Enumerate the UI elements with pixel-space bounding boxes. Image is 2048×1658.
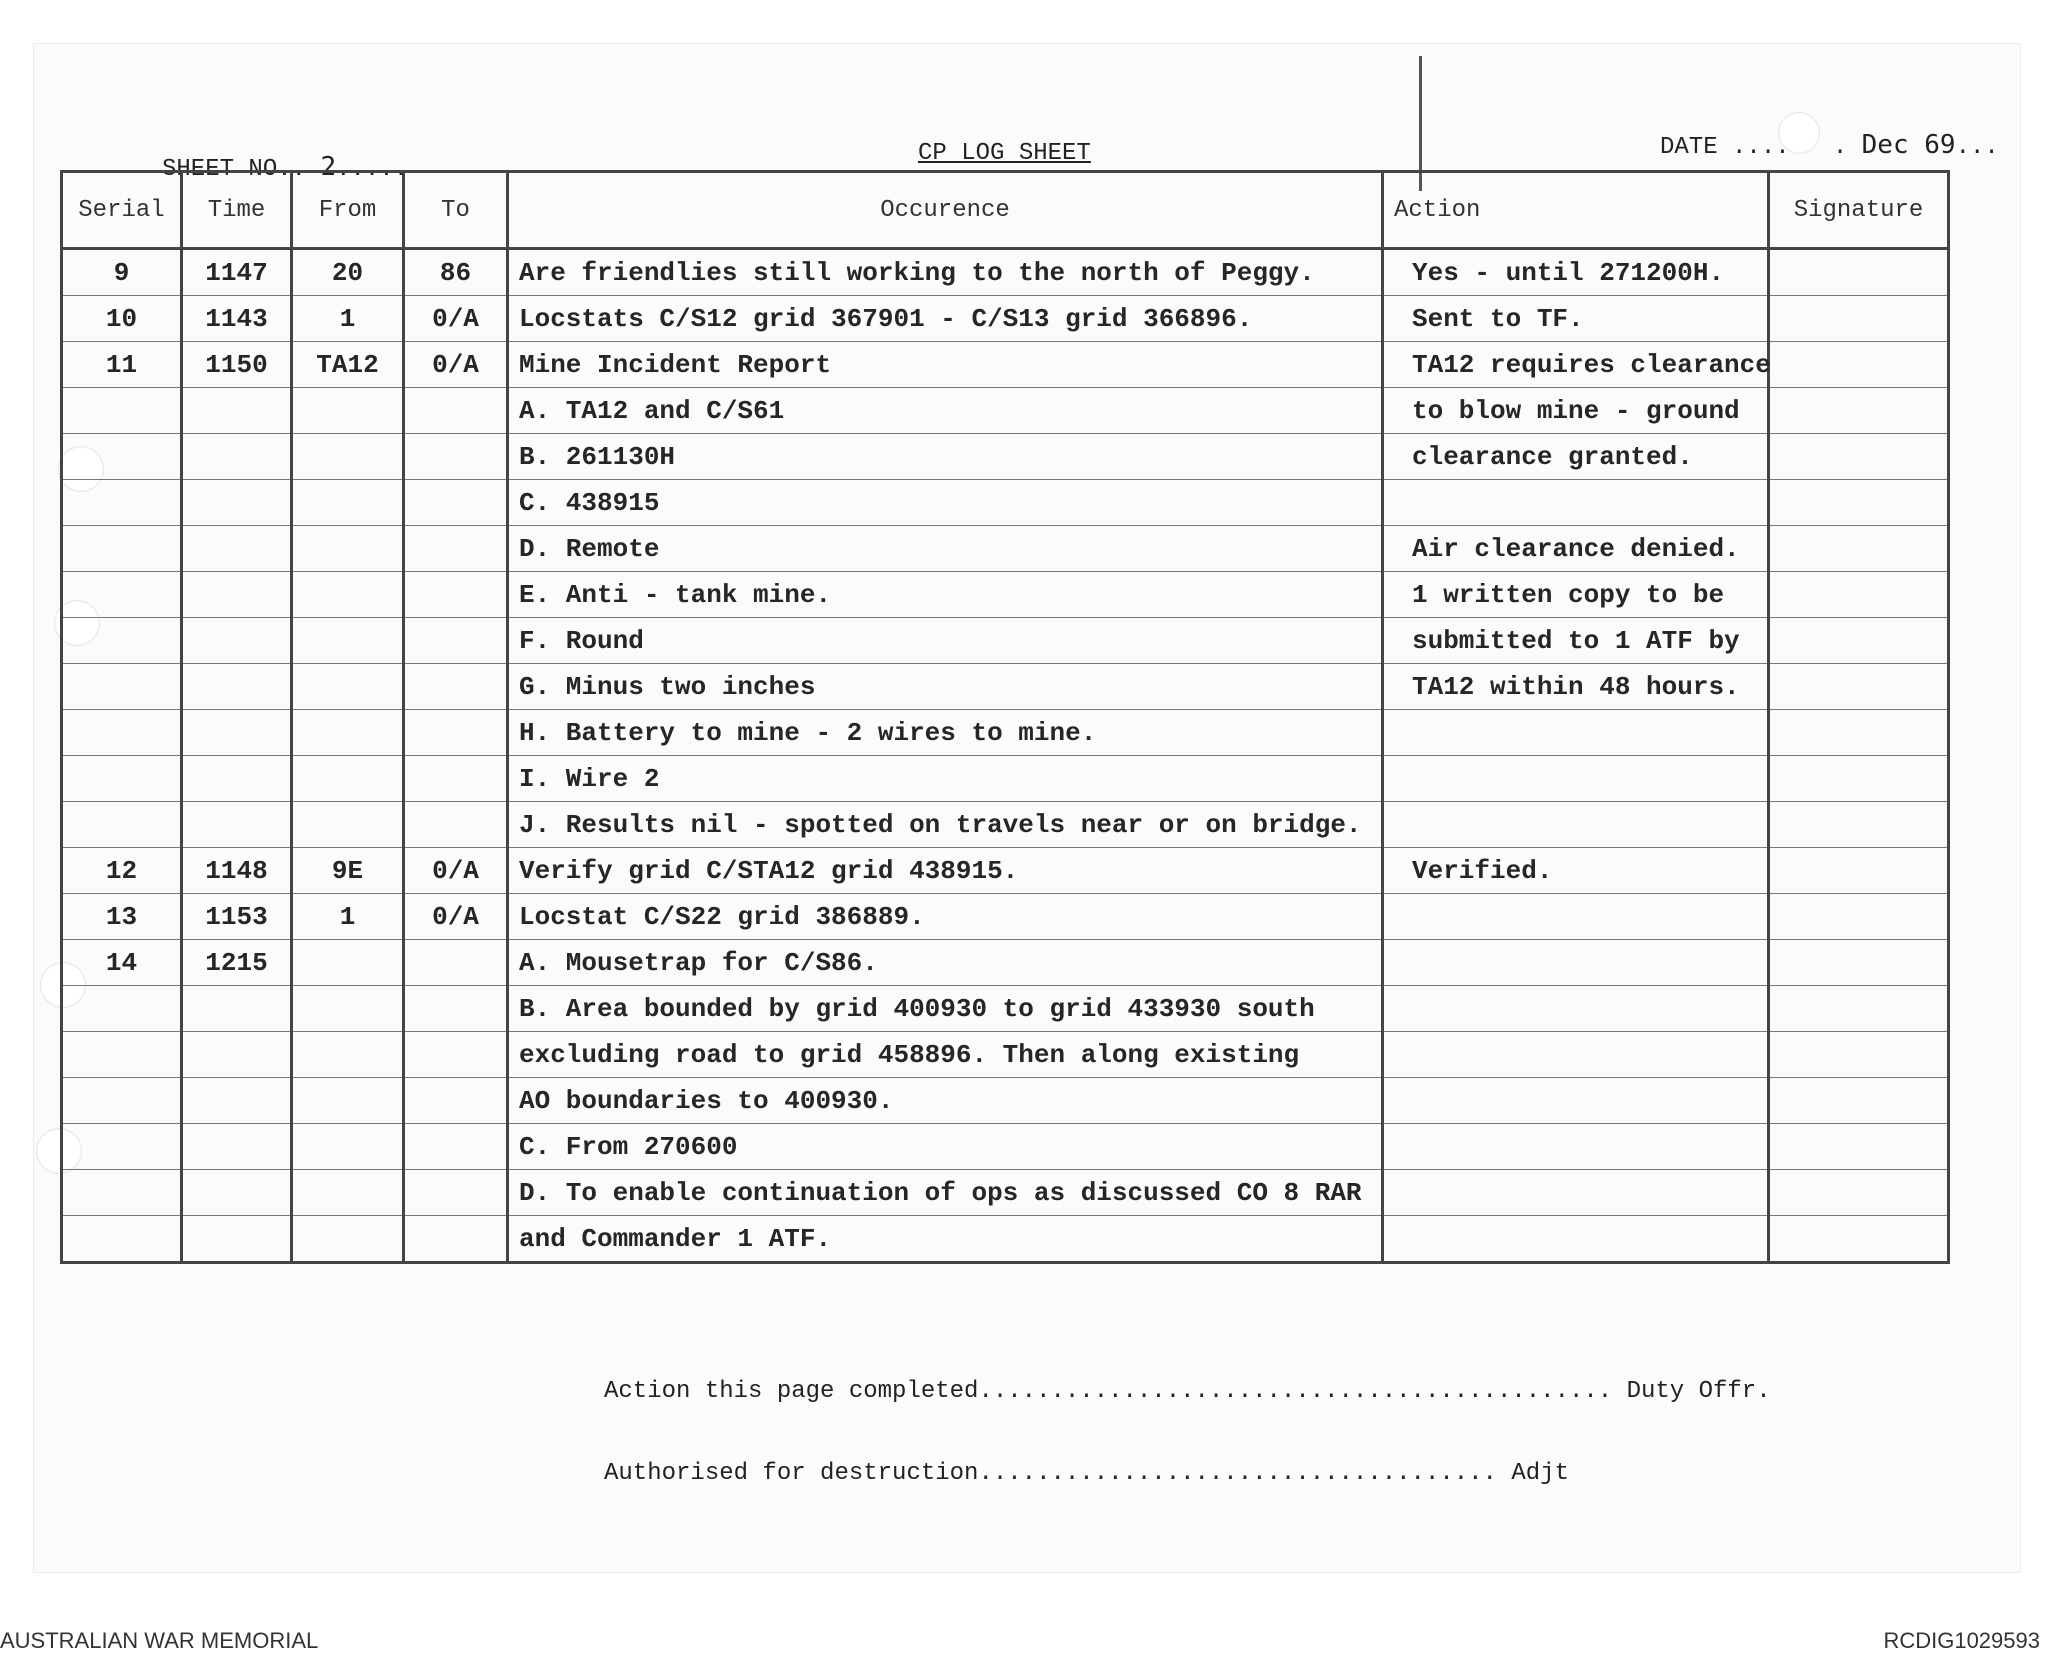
cell-serial [62, 572, 182, 618]
col-header-action: Action [1383, 172, 1769, 249]
cell-from [292, 1170, 404, 1216]
date-value: Dec 69 [1861, 130, 1956, 160]
cell-serial [62, 618, 182, 664]
table-row [62, 710, 1949, 756]
cell-action [1383, 894, 1769, 940]
cell-from: 9E [292, 848, 404, 894]
cell-from [292, 526, 404, 572]
cell-action [1383, 756, 1769, 802]
cell-from: 1 [292, 296, 404, 342]
cell-to: 0/A [404, 894, 508, 940]
cell-occurrence: D. Remote [508, 526, 1383, 572]
table-row [62, 894, 1949, 940]
table-row [62, 986, 1949, 1032]
cell-serial [62, 526, 182, 572]
sheet-number: SHEET NO.. 2..... [162, 152, 409, 183]
cell-occurrence: Locstats C/S12 grid 367901 - C/S13 grid 366896. [508, 296, 1383, 342]
cell-time [182, 618, 292, 664]
cell-action: Air clearance denied. [1383, 526, 1769, 572]
cell-signature [1769, 296, 1949, 342]
cell-occurrence: H. Battery to mine - 2 wires to mine. [508, 710, 1383, 756]
sheet-number-value: 2 [320, 152, 337, 182]
cell-occurrence: Locstat C/S22 grid 386889. [508, 894, 1383, 940]
completed-label: Action this page completed [604, 1378, 979, 1405]
cell-action [1383, 802, 1769, 848]
cell-from [292, 756, 404, 802]
cell-to [404, 1078, 508, 1124]
cell-signature [1769, 710, 1949, 756]
cell-to [404, 480, 508, 526]
cell-action: Yes - until 271200H. [1383, 249, 1769, 296]
cell-occurrence: excluding road to grid 458896. Then along existing [508, 1032, 1383, 1078]
cell-to [404, 572, 508, 618]
col-header-signature: Signature [1769, 172, 1949, 249]
cell-signature [1769, 434, 1949, 480]
destruction-line: Authorised for destruction.................................... Adjt [604, 1460, 1569, 1487]
cell-from [292, 480, 404, 526]
cell-to [404, 618, 508, 664]
table-row [62, 1216, 1949, 1263]
cell-occurrence: A. Mousetrap for C/S86. [508, 940, 1383, 986]
cell-signature [1769, 1032, 1949, 1078]
cell-serial [62, 1078, 182, 1124]
cell-occurrence: G. Minus two inches [508, 664, 1383, 710]
table-header-row [62, 172, 1949, 249]
cell-time [182, 802, 292, 848]
cell-to [404, 664, 508, 710]
table-row [62, 296, 1949, 342]
cell-time [182, 1124, 292, 1170]
log-table-body [62, 249, 1949, 1263]
cell-occurrence: AO boundaries to 400930. [508, 1078, 1383, 1124]
cell-serial [62, 1216, 182, 1263]
cell-from [292, 572, 404, 618]
cell-to: 0/A [404, 848, 508, 894]
cell-serial [62, 986, 182, 1032]
cell-serial [62, 1124, 182, 1170]
table-row [62, 434, 1949, 480]
cell-to [404, 1124, 508, 1170]
cell-signature [1769, 342, 1949, 388]
cell-occurrence: Mine Incident Report [508, 342, 1383, 388]
cell-serial [62, 388, 182, 434]
cell-signature [1769, 1170, 1949, 1216]
cell-action [1383, 986, 1769, 1032]
cell-from [292, 940, 404, 986]
table-row [62, 572, 1949, 618]
table-row [62, 342, 1949, 388]
cell-occurrence: C. 438915 [508, 480, 1383, 526]
cell-to: 86 [404, 249, 508, 296]
table-row [62, 526, 1949, 572]
cell-action [1383, 1216, 1769, 1263]
cell-time [182, 986, 292, 1032]
cell-serial [62, 434, 182, 480]
cell-to [404, 710, 508, 756]
cell-serial: 14 [62, 940, 182, 986]
cell-time [182, 526, 292, 572]
cell-to [404, 802, 508, 848]
footer-right: RCDIG1029593 [1883, 1628, 2040, 1653]
cell-occurrence: C. From 270600 [508, 1124, 1383, 1170]
cell-action: TA12 within 48 hours. [1383, 664, 1769, 710]
destruction-label: Authorised for destruction [604, 1460, 979, 1487]
cell-action: TA12 requires clearance [1383, 342, 1769, 388]
cell-time [182, 480, 292, 526]
cell-to [404, 388, 508, 434]
cell-signature [1769, 940, 1949, 986]
cell-from [292, 1216, 404, 1263]
cell-from [292, 388, 404, 434]
cell-action: 1 written copy to be [1383, 572, 1769, 618]
cell-serial: 12 [62, 848, 182, 894]
cell-to: 0/A [404, 342, 508, 388]
cell-serial [62, 710, 182, 756]
cell-time [182, 1216, 292, 1263]
col-header-occurrence: Occurence [508, 172, 1383, 249]
cell-signature [1769, 848, 1949, 894]
cell-time [182, 1170, 292, 1216]
cell-signature [1769, 618, 1949, 664]
table-row [62, 756, 1949, 802]
cell-to: 0/A [404, 296, 508, 342]
cell-serial: 10 [62, 296, 182, 342]
table-row [62, 1124, 1949, 1170]
cell-from [292, 986, 404, 1032]
cell-serial [62, 802, 182, 848]
cell-serial [62, 664, 182, 710]
cell-time [182, 756, 292, 802]
cell-signature [1769, 986, 1949, 1032]
cell-serial: 13 [62, 894, 182, 940]
destruction-role: Adjt [1511, 1460, 1569, 1487]
cell-from: 1 [292, 894, 404, 940]
cell-to [404, 526, 508, 572]
sheet-number-label: SHEET NO [162, 156, 278, 183]
cell-action [1383, 710, 1769, 756]
table-row [62, 940, 1949, 986]
cell-serial [62, 480, 182, 526]
table-row [62, 388, 1949, 434]
cell-time [182, 1078, 292, 1124]
footer-left: AUSTRALIAN WAR MEMORIAL [0, 1628, 319, 1653]
cell-from [292, 802, 404, 848]
cell-signature [1769, 249, 1949, 296]
cell-signature [1769, 894, 1949, 940]
cell-signature [1769, 802, 1949, 848]
completed-role: Duty Offr. [1626, 1378, 1771, 1405]
cell-serial [62, 1170, 182, 1216]
cell-signature [1769, 572, 1949, 618]
cell-action [1383, 940, 1769, 986]
cell-time [182, 434, 292, 480]
cell-from: 20 [292, 249, 404, 296]
col-header-serial: Serial [62, 172, 182, 249]
cell-action: submitted to 1 ATF by [1383, 618, 1769, 664]
cell-signature [1769, 1078, 1949, 1124]
table-row [62, 480, 1949, 526]
cell-serial [62, 756, 182, 802]
cell-signature [1769, 388, 1949, 434]
cell-signature [1769, 664, 1949, 710]
cell-serial: 9 [62, 249, 182, 296]
col-header-time: Time [182, 172, 292, 249]
cell-from [292, 710, 404, 756]
cell-from [292, 434, 404, 480]
cell-occurrence: B. 261130H [508, 434, 1383, 480]
cell-time: 1143 [182, 296, 292, 342]
cell-signature [1769, 756, 1949, 802]
table-row [62, 848, 1949, 894]
cell-time: 1153 [182, 894, 292, 940]
cell-to [404, 1216, 508, 1263]
cell-time: 1150 [182, 342, 292, 388]
cell-signature [1769, 1124, 1949, 1170]
cell-occurrence: A. TA12 and C/S61 [508, 388, 1383, 434]
cell-to [404, 1170, 508, 1216]
cell-serial [62, 1032, 182, 1078]
log-table [60, 170, 1950, 1264]
date-field: DATE .... . Dec 69... [1660, 130, 1999, 161]
col-header-to: To [404, 172, 508, 249]
cell-from [292, 1078, 404, 1124]
cell-occurrence: Verify grid C/STA12 grid 438915. [508, 848, 1383, 894]
cell-occurrence: I. Wire 2 [508, 756, 1383, 802]
cell-occurrence: F. Round [508, 618, 1383, 664]
cell-to [404, 756, 508, 802]
cell-serial: 11 [62, 342, 182, 388]
cell-action: Sent to TF. [1383, 296, 1769, 342]
table-row [62, 664, 1949, 710]
cell-time [182, 572, 292, 618]
cell-occurrence: and Commander 1 ATF. [508, 1216, 1383, 1263]
cell-time: 1215 [182, 940, 292, 986]
cell-time [182, 1032, 292, 1078]
cell-occurrence: D. To enable continuation of ops as discussed CO 8 RAR [508, 1170, 1383, 1216]
cell-to [404, 940, 508, 986]
cell-occurrence: B. Area bounded by grid 400930 to grid 433930 south [508, 986, 1383, 1032]
cell-action [1383, 480, 1769, 526]
cell-action [1383, 1032, 1769, 1078]
table-row [62, 1032, 1949, 1078]
cell-occurrence: E. Anti - tank mine. [508, 572, 1383, 618]
cell-to [404, 986, 508, 1032]
cell-signature [1769, 1216, 1949, 1263]
cell-signature [1769, 480, 1949, 526]
cell-time [182, 664, 292, 710]
cell-from: TA12 [292, 342, 404, 388]
completed-line: Action this page completed............................................ Duty Offr. [604, 1378, 1771, 1405]
cell-to [404, 434, 508, 480]
cell-action: clearance granted. [1383, 434, 1769, 480]
cell-from [292, 664, 404, 710]
date-label: DATE [1660, 134, 1718, 161]
cell-to [404, 1032, 508, 1078]
cell-action: Verified. [1383, 848, 1769, 894]
table-row [62, 618, 1949, 664]
cell-from [292, 1032, 404, 1078]
cell-signature [1769, 526, 1949, 572]
page-title: CP LOG SHEET [918, 140, 1091, 167]
table-row [62, 1078, 1949, 1124]
cell-time: 1147 [182, 249, 292, 296]
cell-from [292, 618, 404, 664]
cell-from [292, 1124, 404, 1170]
cell-time: 1148 [182, 848, 292, 894]
cell-action: to blow mine - ground [1383, 388, 1769, 434]
cell-action [1383, 1170, 1769, 1216]
cell-time [182, 710, 292, 756]
table-row [62, 249, 1949, 296]
table-row [62, 802, 1949, 848]
cell-occurrence: Are friendlies still working to the north of Peggy. [508, 249, 1383, 296]
cell-time [182, 388, 292, 434]
cell-action [1383, 1124, 1769, 1170]
cell-action [1383, 1078, 1769, 1124]
col-header-from: From [292, 172, 404, 249]
cell-occurrence: J. Results nil - spotted on travels near or on bridge. [508, 802, 1383, 848]
table-row [62, 1170, 1949, 1216]
